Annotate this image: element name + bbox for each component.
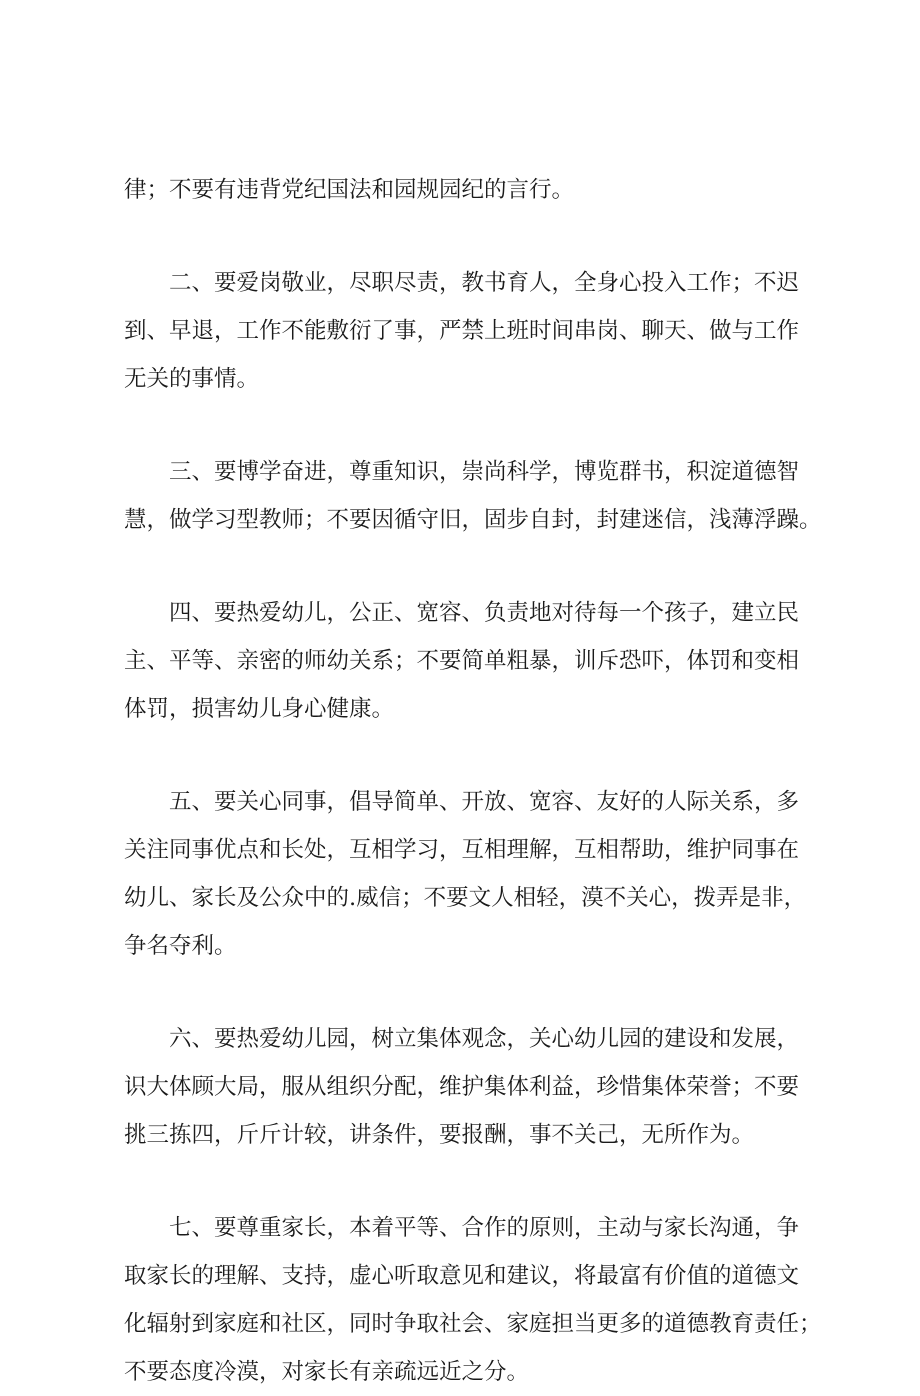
- paragraph-item-6: [124, 1015, 824, 1159]
- text-line: 争名夺利。: [124, 933, 237, 959]
- text-line: 六、要热爱幼儿园，树立集体观念，关心幼儿园的建设和发展，: [169, 1026, 800, 1052]
- text-line: 到、早退，工作不能敷衍了事，严禁上班时间串岗、聊天、做与工作: [124, 318, 800, 344]
- text-line: 四、要热爱幼儿，公正、宽容、负责地对待每一个孩子，建立民: [169, 600, 800, 626]
- text-line: 五、要关心同事，倡导简单、开放、宽容、友好的人际关系，多: [169, 789, 800, 815]
- text-line: 二、要爱岗敬业，尽职尽责，教书育人，全身心投入工作；不迟: [169, 270, 800, 296]
- document-body: [124, 166, 824, 1396]
- text-line: 体罚，损害幼儿身心健康。: [124, 696, 395, 722]
- text-line: 识大体顾大局，服从组织分配，维护集体利益，珍惜集体荣誉；不要: [124, 1074, 800, 1100]
- paragraph-continuation: [124, 166, 824, 214]
- text-line: 挑三拣四，斤斤计较，讲条件，要报酬，事不关己，无所作为。: [124, 1122, 755, 1148]
- text-line: 无关的事情。: [124, 366, 260, 392]
- paragraph-item-7: [124, 1204, 824, 1396]
- text-line: 主、平等、亲密的师幼关系；不要简单粗暴，训斥恐吓，体罚和变相: [124, 648, 800, 674]
- text-line: 幼儿、家长及公众中的.威信；不要文人相轻，漠不关心，拨弄是非，: [124, 885, 807, 911]
- text-line: 慧，做学习型教师；不要因循守旧，固步自封，封建迷信，浅薄浮躁。: [124, 507, 822, 533]
- paragraph-item-4: [124, 589, 824, 733]
- text-line: 化辐射到家庭和社区，同时争取社会、家庭担当更多的道德教育责任；: [124, 1311, 822, 1337]
- text-line: 取家长的理解、支持，虚心听取意见和建议，将最富有价值的道德文: [124, 1263, 800, 1289]
- text-line: 三、要博学奋进，尊重知识，崇尚科学，博览群书，积淀道德智: [169, 459, 800, 485]
- text-line: 关注同事优点和长处，互相学习，互相理解，互相帮助，维护同事在: [124, 837, 800, 863]
- paragraph-item-2: [124, 259, 824, 403]
- text-line: 七、要尊重家长，本着平等、合作的原则，主动与家长沟通，争: [169, 1215, 800, 1241]
- text-line: 不要态度冷漠，对家长有亲疏远近之分。: [124, 1359, 530, 1385]
- text-line: 律；不要有违背党纪国法和园规园纪的言行。: [124, 177, 575, 203]
- paragraph-item-3: [124, 448, 824, 544]
- paragraph-item-5: [124, 778, 824, 970]
